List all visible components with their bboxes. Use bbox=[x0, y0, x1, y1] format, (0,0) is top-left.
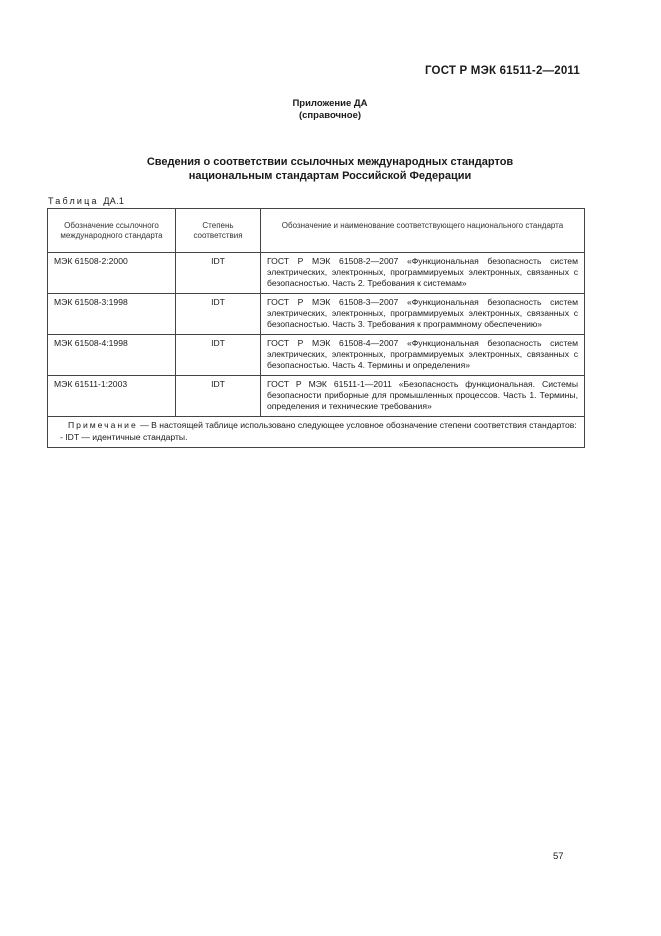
cell-degree: IDT bbox=[176, 294, 261, 335]
table-caption-number: ДА.1 bbox=[103, 196, 125, 206]
cell-national: ГОСТ Р МЭК 61508-4—2007 «Функциональная безопасность систем электрических, электронных, программируемых электронных, связанных с безопасностью. Часть 4. Термины и определения» bbox=[261, 335, 585, 376]
annex-title: Приложение ДА bbox=[292, 98, 368, 109]
cell-ref: МЭК 61508-3:1998 bbox=[48, 294, 176, 335]
cell-national: ГОСТ Р МЭК 61508-3—2007 «Функциональная безопасность систем электрических, электронных, программируемых электронных, связанных с безопасностью. Часть 3. Требования к программному обеспечению» bbox=[261, 294, 585, 335]
column-header-ref: Обозначение ссылочного международного стандарта bbox=[48, 209, 176, 253]
note-heading: Примечание bbox=[68, 420, 138, 430]
cell-degree: IDT bbox=[176, 376, 261, 417]
page-number: 57 bbox=[553, 851, 564, 862]
section-title-line2: национальным стандартам Российской Федерации bbox=[188, 170, 472, 182]
cell-ref: МЭК 61508-2:2000 bbox=[48, 253, 176, 294]
note-paragraph bbox=[54, 420, 578, 432]
cell-degree: IDT bbox=[176, 253, 261, 294]
table-caption-word: Таблица bbox=[48, 196, 99, 206]
annex-subtitle: (справочное) bbox=[298, 110, 362, 121]
table-row bbox=[48, 335, 585, 376]
table-header-row bbox=[48, 209, 585, 253]
section-title-line1: Сведения о соответствии ссылочных международных стандартов bbox=[146, 156, 514, 168]
table-note bbox=[48, 417, 585, 448]
table-caption bbox=[48, 196, 124, 206]
annex-heading bbox=[230, 98, 430, 122]
cell-degree: IDT bbox=[176, 335, 261, 376]
table-row bbox=[48, 253, 585, 294]
table-row bbox=[48, 376, 585, 417]
table-row bbox=[48, 294, 585, 335]
note-text: — В настоящей таблице использовано следующее условное обозначение степени соответствия стандартов: bbox=[137, 420, 577, 430]
table-note-row bbox=[48, 417, 585, 448]
cell-national: ГОСТ Р МЭК 61511-1—2011 «Безопасность функциональная. Системы безопасности приборные для промышленных процессов. Часть 1. Термины, определения и технические требования» bbox=[261, 376, 585, 417]
column-header-degree: Степень соответствия bbox=[176, 209, 261, 253]
cell-national: ГОСТ Р МЭК 61508-2—2007 «Функциональная безопасность систем электрических, электронных, программируемых электронных, связанных с безопасностью. Часть 2. Требования к системам» bbox=[261, 253, 585, 294]
column-header-national: Обозначение и наименование соответствующего национального стандарта bbox=[261, 209, 585, 253]
note-item: - IDT — идентичные стандарты. bbox=[60, 431, 188, 442]
cell-ref: МЭК 61511-1:2003 bbox=[48, 376, 176, 417]
section-title bbox=[60, 155, 600, 183]
cell-ref: МЭК 61508-4:1998 bbox=[48, 335, 176, 376]
correspondence-table bbox=[47, 208, 585, 448]
document-code: ГОСТ Р МЭК 61511-2—2011 bbox=[424, 65, 580, 77]
